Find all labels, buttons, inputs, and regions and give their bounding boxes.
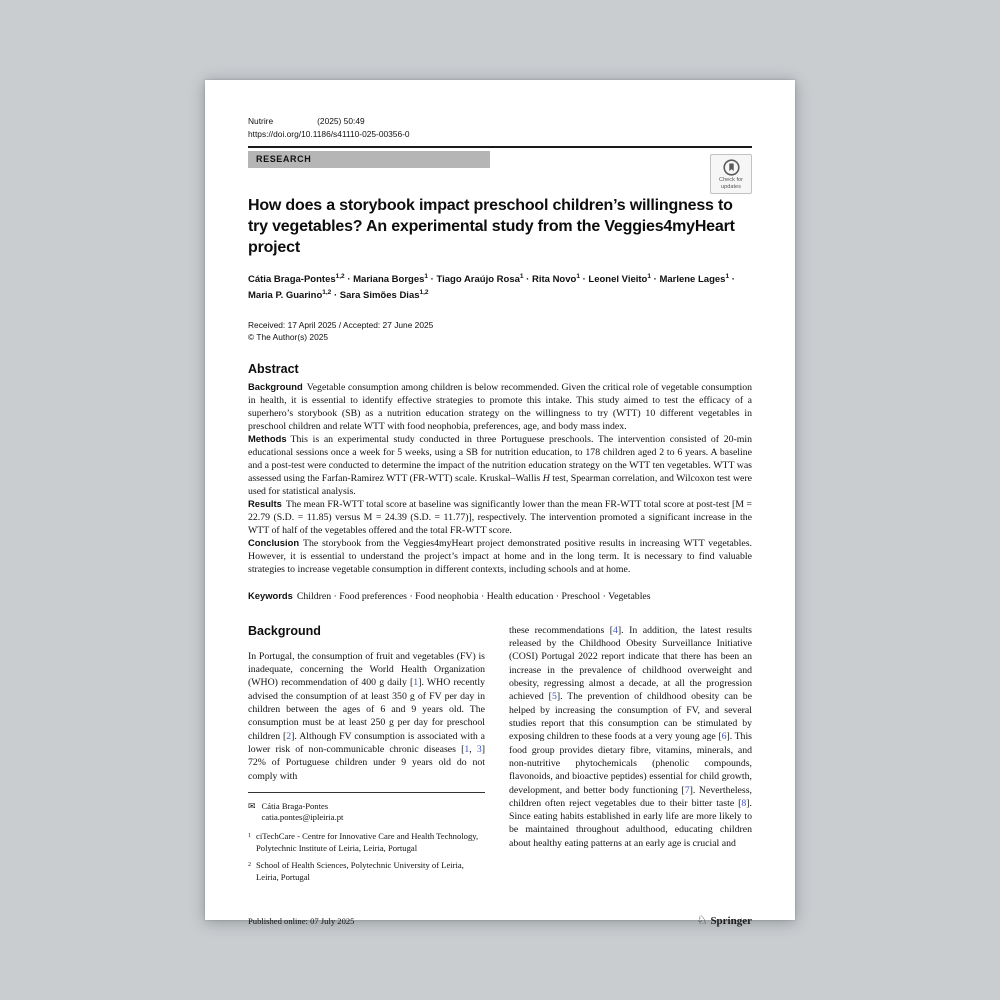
keywords-items: Children · Food preferences · Food neophobia · Health education · Preschool · Vegetables [296,590,651,602]
springer-horse-icon: ♘ [696,913,708,928]
page-content [205,80,795,928]
author-name: Sara Simões Dias$^{1,2}$ [339,288,429,301]
correspondence-block [248,801,485,824]
paper-page [205,80,795,928]
keywords-label: Keywords [248,589,293,601]
abstract-heading: Abstract [248,361,299,376]
abstract-section [248,362,752,602]
check-for-updates-icon [722,158,741,177]
article-title: How does a storybook impact preschool children’s willingness to try vegetables? An experimental study from the Veggies4myHeart project [248,197,735,257]
abstract-body [248,381,752,576]
citation-link[interactable]: 7 [684,784,690,796]
publisher-name: Springer [710,914,752,927]
header-rule [248,146,752,148]
received-accepted-line: Received: 17 April 2025 / Accepted: 27 June 2025 [248,320,434,331]
published-online-line: Published online: 07 July 2025 [248,915,355,926]
left-column [248,624,485,890]
check-for-updates-badge[interactable] [710,154,752,194]
keywords-line [248,590,752,602]
footnote-rule [248,792,485,793]
affiliation-1: 1 ciTechCare - Centre for Innovative Care and Health Technology, Polytechnic Institute of Leiria, Leiria, Portugal [248,831,479,853]
correspondent-email[interactable]: catia.pontes@ipleiria.pt [261,812,344,823]
author-name: Marlene Lages$^1$ [659,273,730,286]
abstract-paragraph-results: Results The mean FR-WTT total score at baseline was significantly lower than the mean FR-WTT total score at post-test [M = 22.79 (S.D. = 11.85) versus M = 24.39 (S.D. = 11.77)], respectively. The intervention promoted a significant increase in the WTT of half of the vegetables offered and the total FR-WTT score. [248,497,752,536]
citation-link[interactable]: 1 [464,743,470,755]
page-footer [248,913,752,928]
journal-header [248,116,752,139]
two-column-body [248,624,752,890]
article-type-banner: RESEARCH [248,151,490,168]
check-for-updates-label: Check for updates [719,177,743,190]
citation-link[interactable]: 8 [741,797,747,809]
citation-link[interactable]: 6 [721,731,727,743]
envelope-icon: ✉ [248,800,256,811]
author-name: Rita Novo$^1$ [531,273,580,286]
body-paragraph-left: In Portugal, the consumption of fruit and vegetables (FV) is inadequate, concerning the World Health Organization (WHO) recommendation of 400 g daily [1]. WHO recently advised the consumption of at least 350 g of FV per day in children between the ages of 6 and 9 years old. The consumption must be at least 250 g per day for preschool children [2]. Although FV consumption is associated with a lower risk of non-communicable chronic diseases [1, 3] 72% of Portuguese children under 9 years old do not comply with [248,650,485,782]
author-name: Tiago Araújo Rosa$^1$ [436,273,524,286]
journal-name: Nutrire [248,116,274,126]
doi-link[interactable]: https://doi.org/10.1186/s41110-025-00356-0 [248,129,410,139]
body-paragraph-right: these recommendations [4]. In addition, the latest results released by the Childhood Obesity Surveillance Initiative (COSI) Portugal 2022 report indicate that there has been an increase in the prevalence of childhood overweight and obesity, regressing almost a decade, at all the progression achieved [5]. The prevention of childhood obesity can be helped by increasing the consumption of FV, and several studies report that this consumption can be stimulated by exposing children to these foods at a very young age [6]. This food group provides dietary fibre, vitamins, minerals, and non-nutritive phytochemicals (phenolic compounds, flavonoids, and bioactive peptides) essential for child growth, development, and better body functioning [7]. Nevertheless, children often reject vegetables due to their bitter taste [8]. Since eating habits established in early life are more likely to be maintained throughout adulthood, educating children about healthy eating patterns at an early age is crucial and [509,624,752,849]
author-list: Cátia Braga-Pontes$^{1,2}$ · Mariana Borges$^1$ · Tiago Araújo Rosa$^1$ · Rita Novo$^1$ · Leonel Vieito$^1$ · Marlene Lages$^1$ · Maria P. Guarino$^{1,2}$ · Sara Simões Dias$^{1,2}$ [248,273,735,301]
citation-link[interactable]: 4 [613,624,618,636]
footnote-block [248,792,485,890]
author-name: Leonel Vieito$^1$ [588,273,651,286]
journal-citation-line [248,116,752,126]
correspondent-name: Cátia Braga-Pontes [261,800,329,811]
author-name: Cátia Braga-Pontes$^{1,2}$ [248,273,345,286]
springer-logo [697,913,752,928]
section-heading-background: Background [248,623,321,638]
copyright-line: © The Author(s) 2025 [248,332,329,343]
citation-link[interactable]: 3 [476,743,482,755]
citation-link[interactable]: 1 [413,677,419,689]
affiliation-list [248,831,485,883]
right-column [509,624,752,890]
author-name: Maria P. Guarino$^{1,2}$ [248,288,332,301]
affiliation-2: 2 School of Health Sciences, Polytechnic University of Leiria, Leiria, Portugal [248,860,464,882]
article-type-row [248,151,752,195]
dates-block [248,319,752,343]
citation-link[interactable]: 2 [286,730,292,742]
journal-issue: (2025) 50:49 [317,116,365,126]
citation-link[interactable]: 5 [551,691,557,703]
abstract-paragraph-methods: Methods This is an experimental study conducted in three Portuguese preschools. The intervention consisted of 20-min educational sessions once a week for 5 weeks, using a SB for nutrition education, to 178 children aged 2 to 6 years. A baseline and a post-test were conducted to determine the impact of the nutrition education strategy on the WTT ten vegetables. WTT was assessed using the Farfan-Ramirez WTT (FR-WTT) scale. Kruskal–Wallis H test, Spearman correlation, and Wilcoxon test were used for statistical analysis. [248,432,752,497]
abstract-paragraph-background: Background Vegetable consumption among children is below recommended. Given the critical role of vegetable consumption in health, it is essential to identify effective strategies to promote this intake. This study aimed to test the efficacy of a superhero’s storybook (SB) as a nutrition education strategy on the willingness to try (WTT) 10 different vegetables in preschool children and relate WTT with food neophobia, preferences, age, and body mass index. [248,380,752,432]
author-name: Mariana Borges$^1$ [353,273,429,286]
abstract-paragraph-conclusion: Conclusion The storybook from the Veggies4myHeart project demonstrated positive results in increasing WTT vegetables. However, it is essential to understand the project’s impact at home and in the long term. It is necessary to find valuable strategies to increase vegetable consumption in different contexts, including schools and at home. [248,536,752,575]
